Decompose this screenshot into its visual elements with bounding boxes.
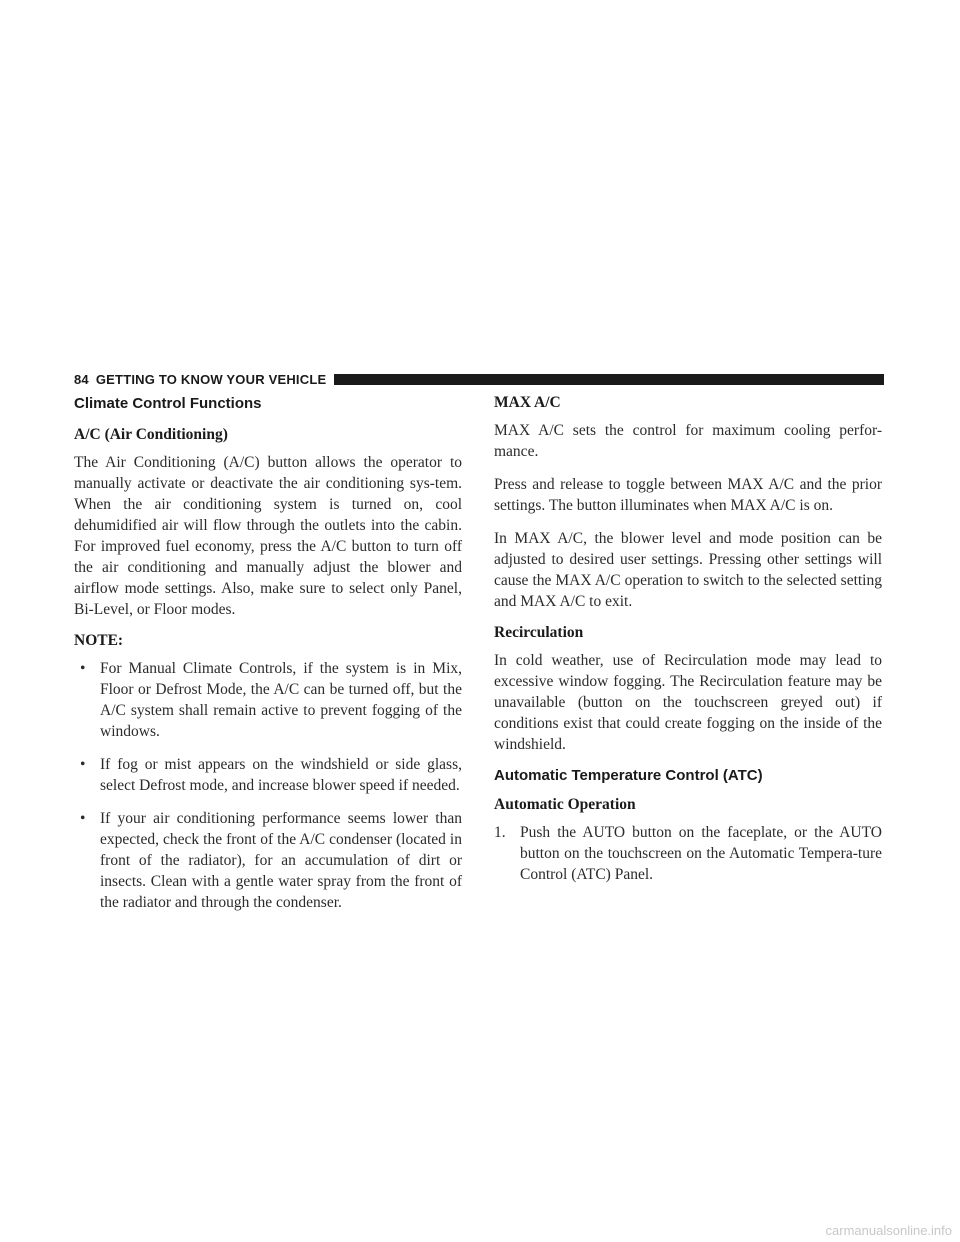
- left-column: [74, 392, 462, 925]
- bullet-text: If fog or mist appears on the windshield or side glass, select Defrost mode, and increase blower speed if needed.: [100, 756, 462, 794]
- bullet-text: For Manual Climate Controls, if the system is in Mix, Floor or Defrost Mode, the A/C can be turned off, but the A/C system shall remain active to prevent fogging of the windows.: [100, 660, 462, 740]
- bullet-icon: •: [80, 660, 86, 677]
- list-item: [494, 822, 882, 885]
- page-header: [74, 369, 884, 389]
- right-column: [494, 392, 882, 885]
- climate-control-heading: Climate Control Functions: [74, 395, 262, 412]
- step-text: Push the AUTO button on the faceplate, or the AUTO button on the touchscreen on the Automatic Tempera-ture Control (ATC) Panel.: [520, 824, 882, 883]
- note-bullet-list: [74, 658, 462, 913]
- list-item: [74, 808, 462, 913]
- recirculation-paragraph: In cold weather, use of Recirculation mode may lead to excessive window fogging. The Recirculation feature may be unavailable (button on the touchscreen greyed out) if conditions exist that could create fogging on the inside of the windshield.: [494, 652, 882, 753]
- automatic-operation-heading: Automatic Operation: [494, 796, 636, 813]
- list-item: [74, 754, 462, 796]
- max-ac-heading: MAX A/C: [494, 394, 561, 411]
- note-label: NOTE:: [74, 632, 124, 649]
- ac-subheading: A/C (Air Conditioning): [74, 426, 228, 443]
- max-ac-paragraph: Press and release to toggle between MAX A/C and the prior settings. The button illuminates when MAX A/C is on.: [494, 476, 882, 514]
- recirculation-heading: Recirculation: [494, 624, 584, 641]
- list-item: [74, 658, 462, 742]
- page-number: 84: [74, 371, 89, 387]
- max-ac-paragraph: In MAX A/C, the blower level and mode position can be adjusted to desired user settings. Pressing other settings will cause the MAX A/C operation to switch to the selected setting and MAX A/C to exit.: [494, 530, 882, 610]
- step-number: 1.: [494, 824, 506, 841]
- atc-heading: Automatic Temperature Control (ATC): [494, 767, 763, 784]
- ac-paragraph: The Air Conditioning (A/C) button allows the operator to manually activate or deactivate the air conditioning sys-tem. When the air conditioning system is turned on, cool dehumidified air will flow through the outlets into the cabin. For improved fuel economy, press the A/C button to turn off the air conditioning and manually adjust the blower and airflow mode settings. Also, make sure to select only Panel, Bi-Level, or Floor modes.: [74, 454, 462, 618]
- watermark: carmanualsonline.info: [825, 1223, 952, 1238]
- header-rule: [334, 374, 884, 385]
- bullet-text: If your air conditioning performance seems lower than expected, check the front of the A/C condenser (located in front of the radiator), for an accumulation of dirt or insects. Clean with a gentle water spray from the front of the radiator and through the condenser.: [100, 810, 462, 911]
- bullet-icon: •: [80, 810, 86, 827]
- section-title: GETTING TO KNOW YOUR VEHICLE: [95, 371, 327, 387]
- max-ac-paragraph: MAX A/C sets the control for maximum cooling perfor-mance.: [494, 422, 882, 460]
- bullet-icon: •: [80, 756, 86, 773]
